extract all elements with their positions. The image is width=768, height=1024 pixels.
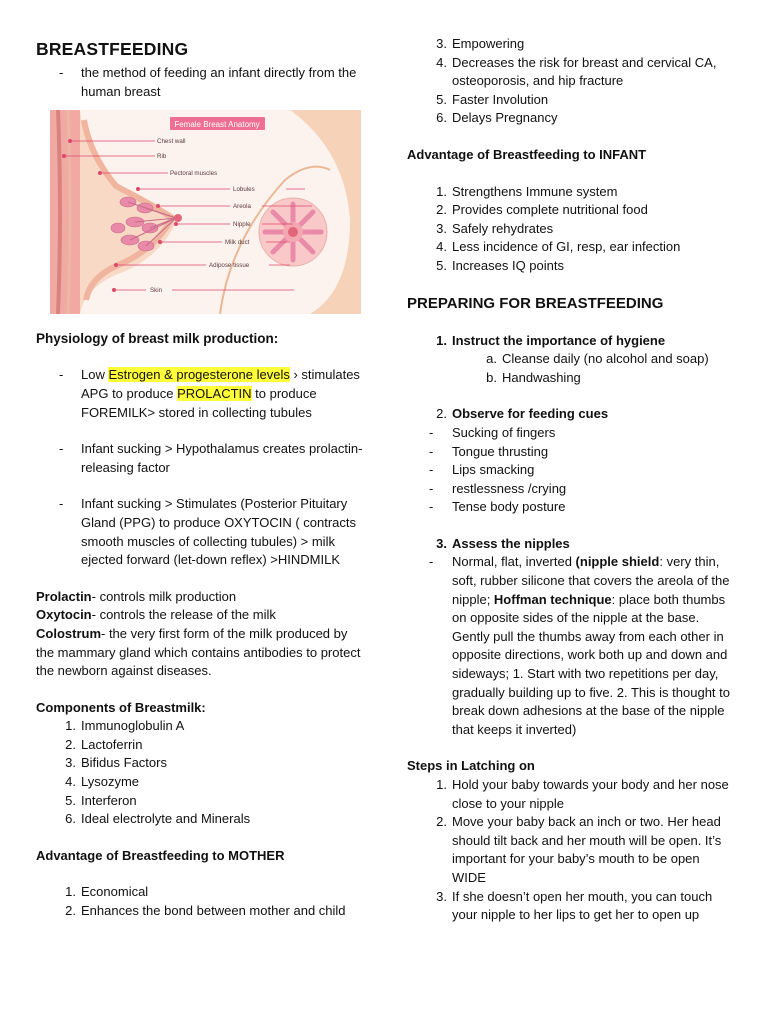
- definition-item: - the method of feeding an infant directly from the human breast: [36, 64, 366, 101]
- list-item: 1. Strengthens Immune system: [436, 183, 618, 199]
- list-item: b. Handwashing: [486, 369, 581, 385]
- preparing-heading: PREPARING FOR BREASTFEEDING: [407, 294, 664, 312]
- components-list: [36, 717, 366, 829]
- list-item: - Tense body posture: [407, 498, 737, 517]
- list-item: 2. Provides complete nutritional food: [436, 202, 648, 218]
- highlight-prolactin: PROLACTIN: [177, 385, 252, 401]
- physiology-heading: Physiology of breast milk production:: [36, 330, 279, 346]
- list-item: 4. Lysozyme: [65, 774, 140, 790]
- list-item: a. Cleanse daily (no alcohol and soap): [486, 351, 709, 367]
- step-1-title: 1. Instruct the importance of hygiene: [436, 332, 666, 348]
- nipple-assessment-text: - Normal, flat, inverted (nipple shield: very thin, soft, rubber silicone that covers the areola of the nipple; Hoffman technique: place both thumbs on opposite sides of the nipple at the base. Gently pull the thumbs away from each other in opposite directions, work both up and down and sideways; 1. Start with two repetitions per day, gradually building up to five. 2. This is thought to break down adhesions at the base of the nipple that keeps it inverted): [407, 553, 737, 739]
- list-item: 3. Bifidus Factors: [65, 755, 167, 771]
- label-skin: Skin: [150, 287, 163, 295]
- figure-title: Female Breast Anatomy: [174, 120, 260, 130]
- label-milk-duct: Milk duct: [225, 239, 250, 247]
- latching-heading: Steps in Latching on: [407, 758, 535, 774]
- label-nipple: Nipple: [233, 221, 251, 229]
- mother-heading: Advantage of Breastfeeding to MOTHER: [36, 847, 285, 863]
- list-item: 3. Empowering: [436, 36, 525, 51]
- list-item: 1. Economical: [65, 884, 149, 900]
- list-item: - Lips smacking: [407, 461, 737, 480]
- term-oxytocin: Oxytocin- controls the release of the milk: [36, 607, 276, 623]
- breast-anatomy-figure: [50, 110, 361, 314]
- physiology-item-2: - Infant sucking > Hypothalamus creates prolactin-releasing factor: [36, 440, 366, 477]
- list-item: 5. Increases IQ points: [436, 257, 564, 273]
- label-lobules: Lobules: [233, 186, 255, 194]
- highlight-estrogen: Estrogen & progesterone levels: [108, 367, 290, 383]
- label-pectoral-muscles: Pectoral muscles: [170, 170, 218, 178]
- infant-heading: Advantage of Breastfeeding to INFANT: [407, 146, 647, 162]
- label-areola: Areola: [233, 203, 251, 211]
- step-2-title: 2. Observe for feeding cues: [436, 406, 609, 422]
- label-chest-wall: Chest wall: [157, 138, 186, 146]
- list-item: 3. Safely rehydrates: [436, 220, 554, 236]
- list-item: 1. Immunoglobulin A: [65, 718, 185, 734]
- list-item: 2. Lactoferrin: [65, 736, 143, 752]
- step-3-title: 3. Assess the nipples: [436, 535, 570, 551]
- list-item: - restlessness /crying: [407, 480, 737, 499]
- term-colostrum: Colostrum- the very first form of the milk produced by the mammary gland which contains antibodies to protect the newborn against diseases.: [36, 625, 361, 679]
- list-item: 1. Hold your baby towards your body and her nose close to your nipple: [436, 777, 729, 811]
- components-heading: Components of Breastmilk:: [36, 699, 206, 715]
- right-column: [407, 35, 737, 925]
- physiology-item-1: - Low Estrogen & progesterone levels › stimulates APG to produce PROLACTIN to produce FOREMILK> stored in collecting tubules: [36, 366, 366, 422]
- list-item: 6. Delays Pregnancy: [436, 110, 558, 126]
- list-item: 4. Less incidence of GI, resp, ear infection: [436, 239, 681, 255]
- left-column: [36, 0, 366, 921]
- list-item: - Sucking of fingers: [407, 424, 737, 443]
- list-item: 2. Move your baby back an inch or two. Her head should tilt back and her mouth will be open. It’s important for your baby’s mouth to be open WIDE: [436, 814, 722, 885]
- physiology-item-3: - Infant sucking > Stimulates (Posterior Pituitary Gland (PPG) to produce OXYTOCIN ( contracts smooth muscles of collecting tubules) > milk ejected forward (let-down reflex) >HINDMILK: [36, 495, 366, 569]
- list-item: 5. Interferon: [65, 792, 137, 808]
- page-title: BREASTFEEDING: [36, 39, 189, 59]
- list-item: 5. Faster Involution: [436, 91, 549, 107]
- list-item: 2. Enhances the bond between mother and child: [65, 903, 346, 919]
- list-item: 4. Decreases the risk for breast and cervical CA, osteoporosis, and hip fracture: [436, 54, 717, 89]
- list-item: 6. Ideal electrolyte and Minerals: [65, 811, 251, 827]
- label-adipose-tissue: Adipose tissue: [209, 262, 250, 270]
- term-prolactin: Prolactin- controls milk production: [36, 588, 237, 604]
- list-item: - Tongue thrusting: [407, 443, 737, 462]
- label-rib: Rib: [157, 153, 167, 161]
- list-item: 3. If she doesn’t open her mouth, you can touch your nipple to her lips to get her to open up: [436, 888, 713, 923]
